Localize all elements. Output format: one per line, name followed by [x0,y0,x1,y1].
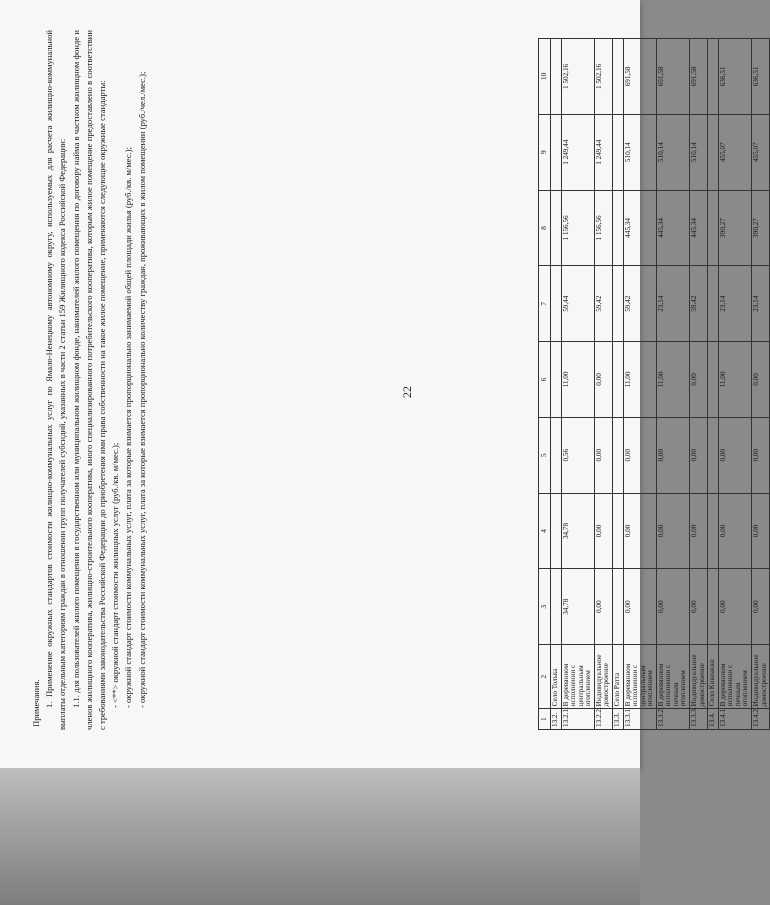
table-cell: 0,00 [623,569,656,645]
table-cell: 34,78 [561,493,594,569]
table-cell: 23,14 [751,266,769,342]
table-cell: 0,00 [656,569,689,645]
table-cell: 1 502,16 [561,39,594,115]
notes-bullet-area: - окружной стандарт стоимости коммунальных услуг, плата за которые взимается пропорционально занимаемой общей площади жилья (руб./кв. м/мес.); [123,146,134,708]
column-header: 10 [539,39,551,115]
table-cell: Село Кикиакки [708,645,719,709]
notes-bullet-housing: - <**> окружной стандарт стоимости жилищных услуг (руб./кв. м/мес.); [110,442,121,708]
table-cell: 0,00 [656,493,689,569]
table-cell: 691,58 [690,39,708,115]
table-cell: 0,00 [690,342,708,418]
table-cell: Село Толька [551,645,562,709]
table-cell: 13.4. [708,709,719,730]
table-cell: В деревянном исполнении с печным отоплением [656,645,689,709]
column-header: 5 [539,417,551,493]
table-row [561,39,594,730]
table-cell: 510,14 [623,114,656,190]
table-header-row [539,39,551,730]
table-section-row [708,39,719,730]
table-row [623,39,656,730]
table-cell: 1 156,56 [594,190,612,266]
table-cell: 1 156,56 [561,190,594,266]
column-header: 3 [539,569,551,645]
scanner-background [0,768,640,905]
table-section-row [551,39,562,730]
table-cell: 455,07 [751,114,769,190]
table-row [751,39,769,730]
table-cell: 0,00 [718,569,751,645]
table-cell: 59,44 [561,266,594,342]
table-cell: 11,00 [656,342,689,418]
table-cell [551,569,562,645]
column-header: 7 [539,266,551,342]
table-cell: 691,58 [623,39,656,115]
table-cell [612,417,623,493]
table-cell [551,493,562,569]
table-cell: 0,00 [623,417,656,493]
page-number: 22 [400,386,414,398]
table-cell: 390,27 [718,190,751,266]
table-cell: 11,00 [718,342,751,418]
table-cell: 445,34 [690,190,708,266]
table-cell [708,569,719,645]
table-cell: 0,00 [594,417,612,493]
table-cell: 0,00 [751,417,769,493]
table-cell: 23,14 [656,266,689,342]
table-cell: 34,78 [561,569,594,645]
table-row [690,39,708,730]
notes-title: Примечания. [31,679,41,727]
table-row [718,39,751,730]
table-cell [708,39,719,115]
table-cell: 13.2.2. [594,709,612,730]
column-header: 9 [539,114,551,190]
table-cell: 1 502,16 [594,39,612,115]
table-cell: 0,00 [751,342,769,418]
standards-table [538,38,770,730]
table-row [656,39,689,730]
table-cell [612,493,623,569]
table-cell [708,114,719,190]
table-cell [612,39,623,115]
table-cell: 11,00 [623,342,656,418]
table-cell [551,39,562,115]
table-cell: 510,14 [690,114,708,190]
table-cell: В деревянном исполнении с печным отоплением [718,645,751,709]
table-cell [708,342,719,418]
notes-section [30,30,149,730]
table-cell: 0,00 [751,569,769,645]
table-cell: 636,51 [751,39,769,115]
table-cell: 445,34 [656,190,689,266]
table-cell: 0,00 [690,569,708,645]
table-cell: 510,14 [656,114,689,190]
table-cell: 0,00 [690,493,708,569]
table-cell: 0,00 [594,493,612,569]
table-cell: 0,00 [718,417,751,493]
table-cell: 636,51 [718,39,751,115]
table-cell: 0,00 [718,493,751,569]
column-header: 6 [539,342,551,418]
table-cell [551,190,562,266]
table-cell: 390,27 [751,190,769,266]
column-header: 8 [539,190,551,266]
table-row [594,39,612,730]
column-header: 1 [539,709,551,730]
table-cell: 1 249,44 [594,114,612,190]
table-section-row [612,39,623,730]
table-cell: 13.4.1. [718,709,751,730]
table-cell [612,190,623,266]
table-cell: 445,34 [623,190,656,266]
table-cell: 0,56 [561,417,594,493]
table-cell: 0,00 [594,569,612,645]
table-cell: 13.3. [612,709,623,730]
table-cell [551,114,562,190]
table-cell: В деревянном исполнении с центральным отоплением [561,645,594,709]
table-cell [708,493,719,569]
table-cell: Индивидуальное домостроение [690,645,708,709]
table-cell: 59,42 [623,266,656,342]
table-cell: 13.3.1. [623,709,656,730]
table-cell: 1 249,44 [561,114,594,190]
table-cell [612,266,623,342]
notes-paragraph-1-1: 1.1. для пользователей жилого помещения в государственном или муниципальном жилищном фонде, нанимателей жилого помещения по договору найма в частном жилищном фонде и членов жилищного кооператива, жилищно-строительного кооператива, иного специализированного потребительского кооператива, которым жилое помещение предоставлено в соответствии с требованиями законодательства Российской Федерации до приобретения ими права собственности на такое жилое помещение, применяются следующие окружные стандарты: [70,30,108,730]
table-cell [708,266,719,342]
table-cell: Индивидуальное домостроение [594,645,612,709]
table-cell: 691,58 [656,39,689,115]
table-cell: 0,00 [656,417,689,493]
table-cell: 13.2. [551,709,562,730]
table-cell: 59,42 [594,266,612,342]
table-cell [551,266,562,342]
table-cell: 11,00 [561,342,594,418]
table-cell [551,417,562,493]
table-cell: 59,42 [690,266,708,342]
column-header: 2 [539,645,551,709]
table-cell: 13.3.3. [690,709,708,730]
notes-bullet-person: - окружной стандарт стоимости коммунальных услуг, плата за которые взимается пропорционально количеству граждан, проживающих в жилом помещении (руб./чел./мес.); [136,71,147,708]
table-cell: 0,00 [594,342,612,418]
table-cell [708,417,719,493]
table-cell: 13.4.2. [751,709,769,730]
table-cell: 0,00 [690,417,708,493]
table-cell [612,114,623,190]
column-header: 4 [539,493,551,569]
table-cell: 0,00 [623,493,656,569]
notes-paragraph-1: 1. Применение окружных стандартов стоимости жилищно-коммунальных услуг по Ямало-Ненецкому автономному округу, используемых для расчета жилищно-коммунальной выплаты отдельным категориям граждан в отношении групп получателей субсидий, указанных в части 2 статьи 159 Жилищного кодекса Российской Федерации: [44,30,68,730]
table-cell [708,190,719,266]
table-cell [612,342,623,418]
table-cell: Село Ратта [612,645,623,709]
table-cell: Индивидуальное домостроение [751,645,769,709]
table-cell: 455,07 [718,114,751,190]
table-cell: В деревянном исполнении с центральным отоплением [623,645,656,709]
table-cell [551,342,562,418]
table-cell: 23,14 [718,266,751,342]
table-cell: 13.2.1. [561,709,594,730]
table-cell [612,569,623,645]
table-cell: 0,00 [751,493,769,569]
table-cell: 13.3.2. [656,709,689,730]
